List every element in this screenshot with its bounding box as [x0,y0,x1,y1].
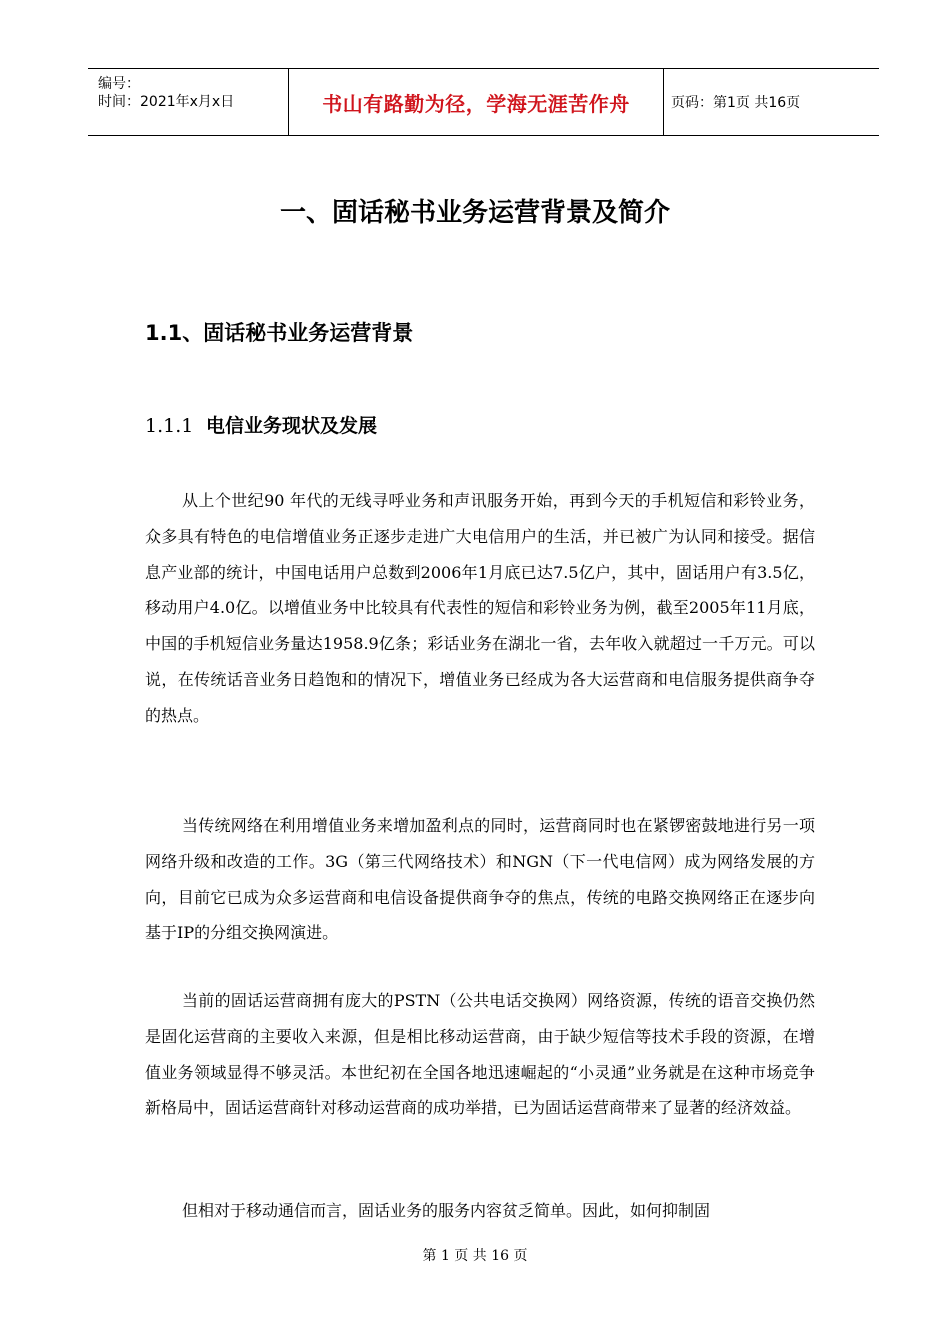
header-motto-cell [289,69,664,135]
paragraph-3: 当前的固话运营商拥有庞大的PSTN（公共电话交换网）网络资源，传统的语音交换仍然是固化运营商的主要收入来源，但是相比移动运营商，由于缺少短信等技术手段的资源，在增值业务领域显得不够灵活。本世纪初在全国各地迅速崛起的“小灵通”业务就是在这种市场竞争新格局中，固话运营商针对移动运营商的成功举措，已为固话运营商带来了显著的经济效益。 [145,991,815,1118]
subsection-title [145,412,377,440]
page-footer: 第 1 页 共 16 页 [422,1248,528,1264]
paragraph-4: 但相对于移动通信而言，固话业务的服务内容贫乏简单。因此，如何抑制固 [182,1201,711,1220]
motto-text: 书山有路勤为径，学海无涯苦作舟 [322,91,630,116]
header-page-cell [664,69,879,135]
page-info: 页码：第1页 共16页 [671,95,801,111]
subsection-text: 电信业务现状及发展 [205,415,377,437]
subsection-number: 1.1.1 [145,415,194,437]
section-title: 1.1、固话秘书业务运营背景 [145,321,414,345]
number-label: 编号： [98,76,140,92]
header-meta-cell [88,69,289,135]
document-title: 一、固话秘书业务运营背景及简介 [279,198,670,228]
header-table [88,68,879,136]
time-label: 时间：2021年x月x日 [98,94,235,110]
paragraph-2: 当传统网络在利用增值业务来增加盈利点的同时，运营商同时也在紧锣密鼓地进行另一项网络升级和改造的工作。3G（第三代网络技术）和NGN（下一代电信网）成为网络发展的方向，目前它已成为众多运营商和电信设备提供商争夺的焦点，传统的电路交换网络正在逐步向基于IP的分组交换网演进。 [145,816,815,943]
paragraph-1: 从上个世纪90 年代的无线寻呼业务和声讯服务开始，再到今天的手机短信和彩铃业务，众多具有特色的电信增值业务正逐步走进广大电信用户的生活，并已被广为认同和接受。据信息产业部的统计，中国电话用户总数到2006年1月底已达7.5亿户，其中，固话用户有3.5亿，移动用户4.0亿。以增值业务中比较具有代表性的短信和彩铃业务为例，截至2005年11月底，中国的手机短信业务量达1958.9亿条；彩话业务在湖北一省，去年收入就超过一千万元。可以说，在传统话音业务日趋饱和的情况下，增值业务已经成为各大运营商和电信服务提供商争夺的热点。 [145,491,815,725]
